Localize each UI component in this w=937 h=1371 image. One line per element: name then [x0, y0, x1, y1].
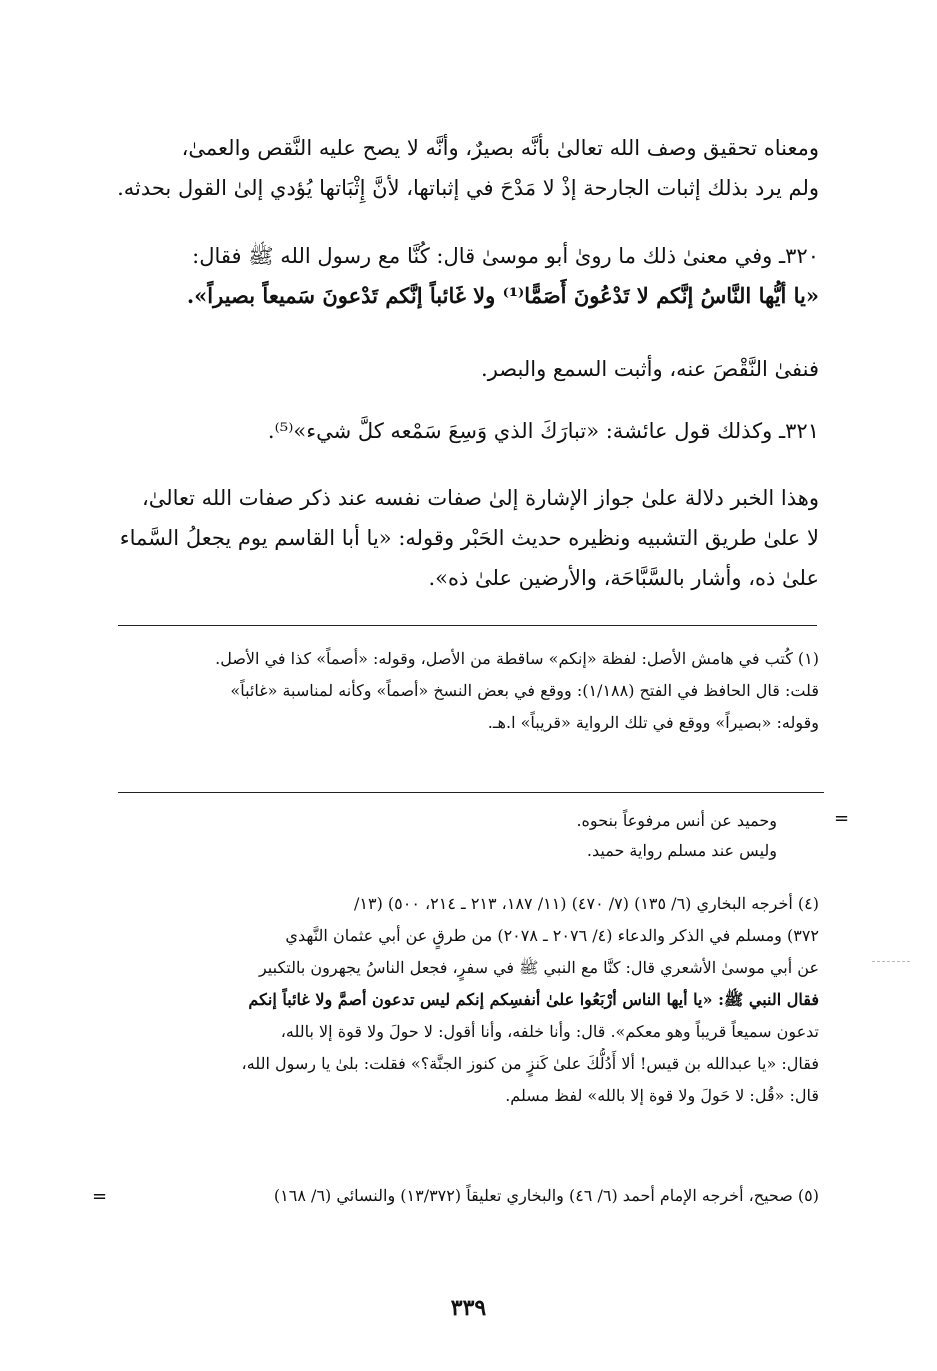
text-line: ولم يرد بذلك إثبات الجارحة إذْ لا مَدْحَ في إثباتها، لأنَّ إِثْبَاتها يُؤدي إلىٰ القول بحدثه.	[117, 176, 819, 200]
footnote-line: قلت: قال الحافظ في الفتح (١/١٨٨): ووقع في بعض النسخ «أصماً» وكأنه لمناسبة «غائباً»	[230, 681, 819, 700]
footnote-hadith-line: فقال النبي ﷺ: «يا أيها الناس أرْبَعُوا علىٰ أنفسِكم إنكم ليس تدعون أصمَّ ولا غائباً إنكم	[248, 990, 819, 1009]
margin-mark	[872, 961, 910, 962]
footnote-line: عن أبي موسىٰ الأشعري قال: كنَّا مع النبي ﷺ في سفرٍ، فجعل الناسُ يجهرون بالتكبير	[258, 958, 819, 977]
continuation-mark-left: =	[92, 1186, 108, 1207]
continuation-mark-right: =	[834, 808, 850, 829]
footnote-4	[117, 888, 819, 1112]
paragraph-meaning	[117, 128, 819, 208]
footnotes-top	[117, 643, 819, 739]
paragraph-indication	[117, 478, 819, 598]
paragraph-hadith-321	[117, 411, 819, 451]
footnote-line: وحميد عن أنس مرفوعاً بنحوه.	[576, 811, 777, 830]
text-line: علىٰ ذه، وأشار بالسَّبَّاحَة، والأرضين علىٰ ذه».	[428, 566, 819, 590]
text-line: ٣٢١ـ وكذلك قول عائشة: «تبارَكَ الذي وَسِعَ سَمْعه كلَّ شيء»⁽⁵⁾.	[267, 419, 819, 443]
text-line: وهذا الخبر دلالة علىٰ جواز الإشارة إلىٰ صفات نفسه عند ذكر صفات الله تعالىٰ،	[141, 486, 819, 510]
footnote-line: تدعون سميعاً قريباً وهو معكم». قال: وأنا خلفه، وأنا أقول: لا حولَ ولا قوة إلا بالله،	[280, 1022, 819, 1041]
footnote-line: ٣٧٢) ومسلم في الذكر والدعاء (٤/ ٢٠٧٦ ـ ٢٠٧٨) من طرقٍ عن أبي عثمان النَّهدي	[285, 926, 819, 945]
footnote-line: (٥) صحيح، أخرجه الإمام أحمد (٦/ ٤٦) والبخاري تعليقاً (١٣/٣٧٢) والنسائي (٦/ ١٦٨)	[273, 1186, 819, 1205]
footnote-5	[117, 1180, 819, 1212]
footnote-line: فقال: «يا عبدالله بن قيس! ألا أَدُلُّكَ علىٰ كَنزٍ من كنوز الجنَّة؟» فقلت: بلىٰ يا رسول الله،	[241, 1054, 819, 1073]
footnote-line: (٤) أخرجه البخاري (٦/ ١٣٥) (٧/ ٤٧٠) (١١/ ١٨٧، ٢١٣ ـ ٢١٤، ٥٠٠) (١٣/	[353, 894, 819, 913]
footnote-separator	[118, 625, 817, 626]
footnotes-continued-intro	[117, 806, 777, 866]
text-line: لا علىٰ طريق التشبيه ونظيره حديث الحَبْر وقوله: «يا أبا القاسم يوم يجعلُ السَّماء	[119, 526, 819, 550]
continued-footnotes-separator	[118, 792, 824, 793]
text-line: ٣٢٠ـ وفي معنىٰ ذلك ما روىٰ أبو موسىٰ قال: كُنَّا مع رسول الله ﷺ فقال:	[192, 244, 819, 268]
footnote-line: وقوله: «بصيراً» ووقع في تلك الرواية «قريباً» ا.هـ.	[487, 713, 819, 732]
text-line: فنفىٰ النَّقْصَ عنه، وأثبت السمع والبصر.	[481, 357, 819, 381]
text-line: ومعناه تحقيق وصف الله تعالىٰ بأنَّه بصيرٌ، وأنَّه لا يصح عليه النَّقص والعمىٰ،	[181, 136, 819, 160]
page-number: ٣٣٩	[450, 1295, 487, 1321]
paragraph-negation	[117, 349, 819, 389]
hadith-quote-line: «يا أيُّها النَّاسُ إنَّكم لا تَدْعُونَ أَصَمًّا⁽¹⁾ ولا غَائباً إنَّكم تَدْعونَ سَميعاً بصيراً».	[186, 283, 819, 308]
footnote-line: قال: «قُل: لا حَولَ ولا قوة إلا بالله» لفظ مسلم.	[505, 1086, 819, 1105]
paragraph-hadith-320	[117, 236, 819, 316]
footnote-line: وليس عند مسلم رواية حميد.	[586, 841, 777, 860]
footnote-line: (١) كُتب في هامش الأصل: لفظة «إنكم» ساقطة من الأصل، وقوله: «أصماً» كذا في الأصل.	[215, 649, 819, 668]
